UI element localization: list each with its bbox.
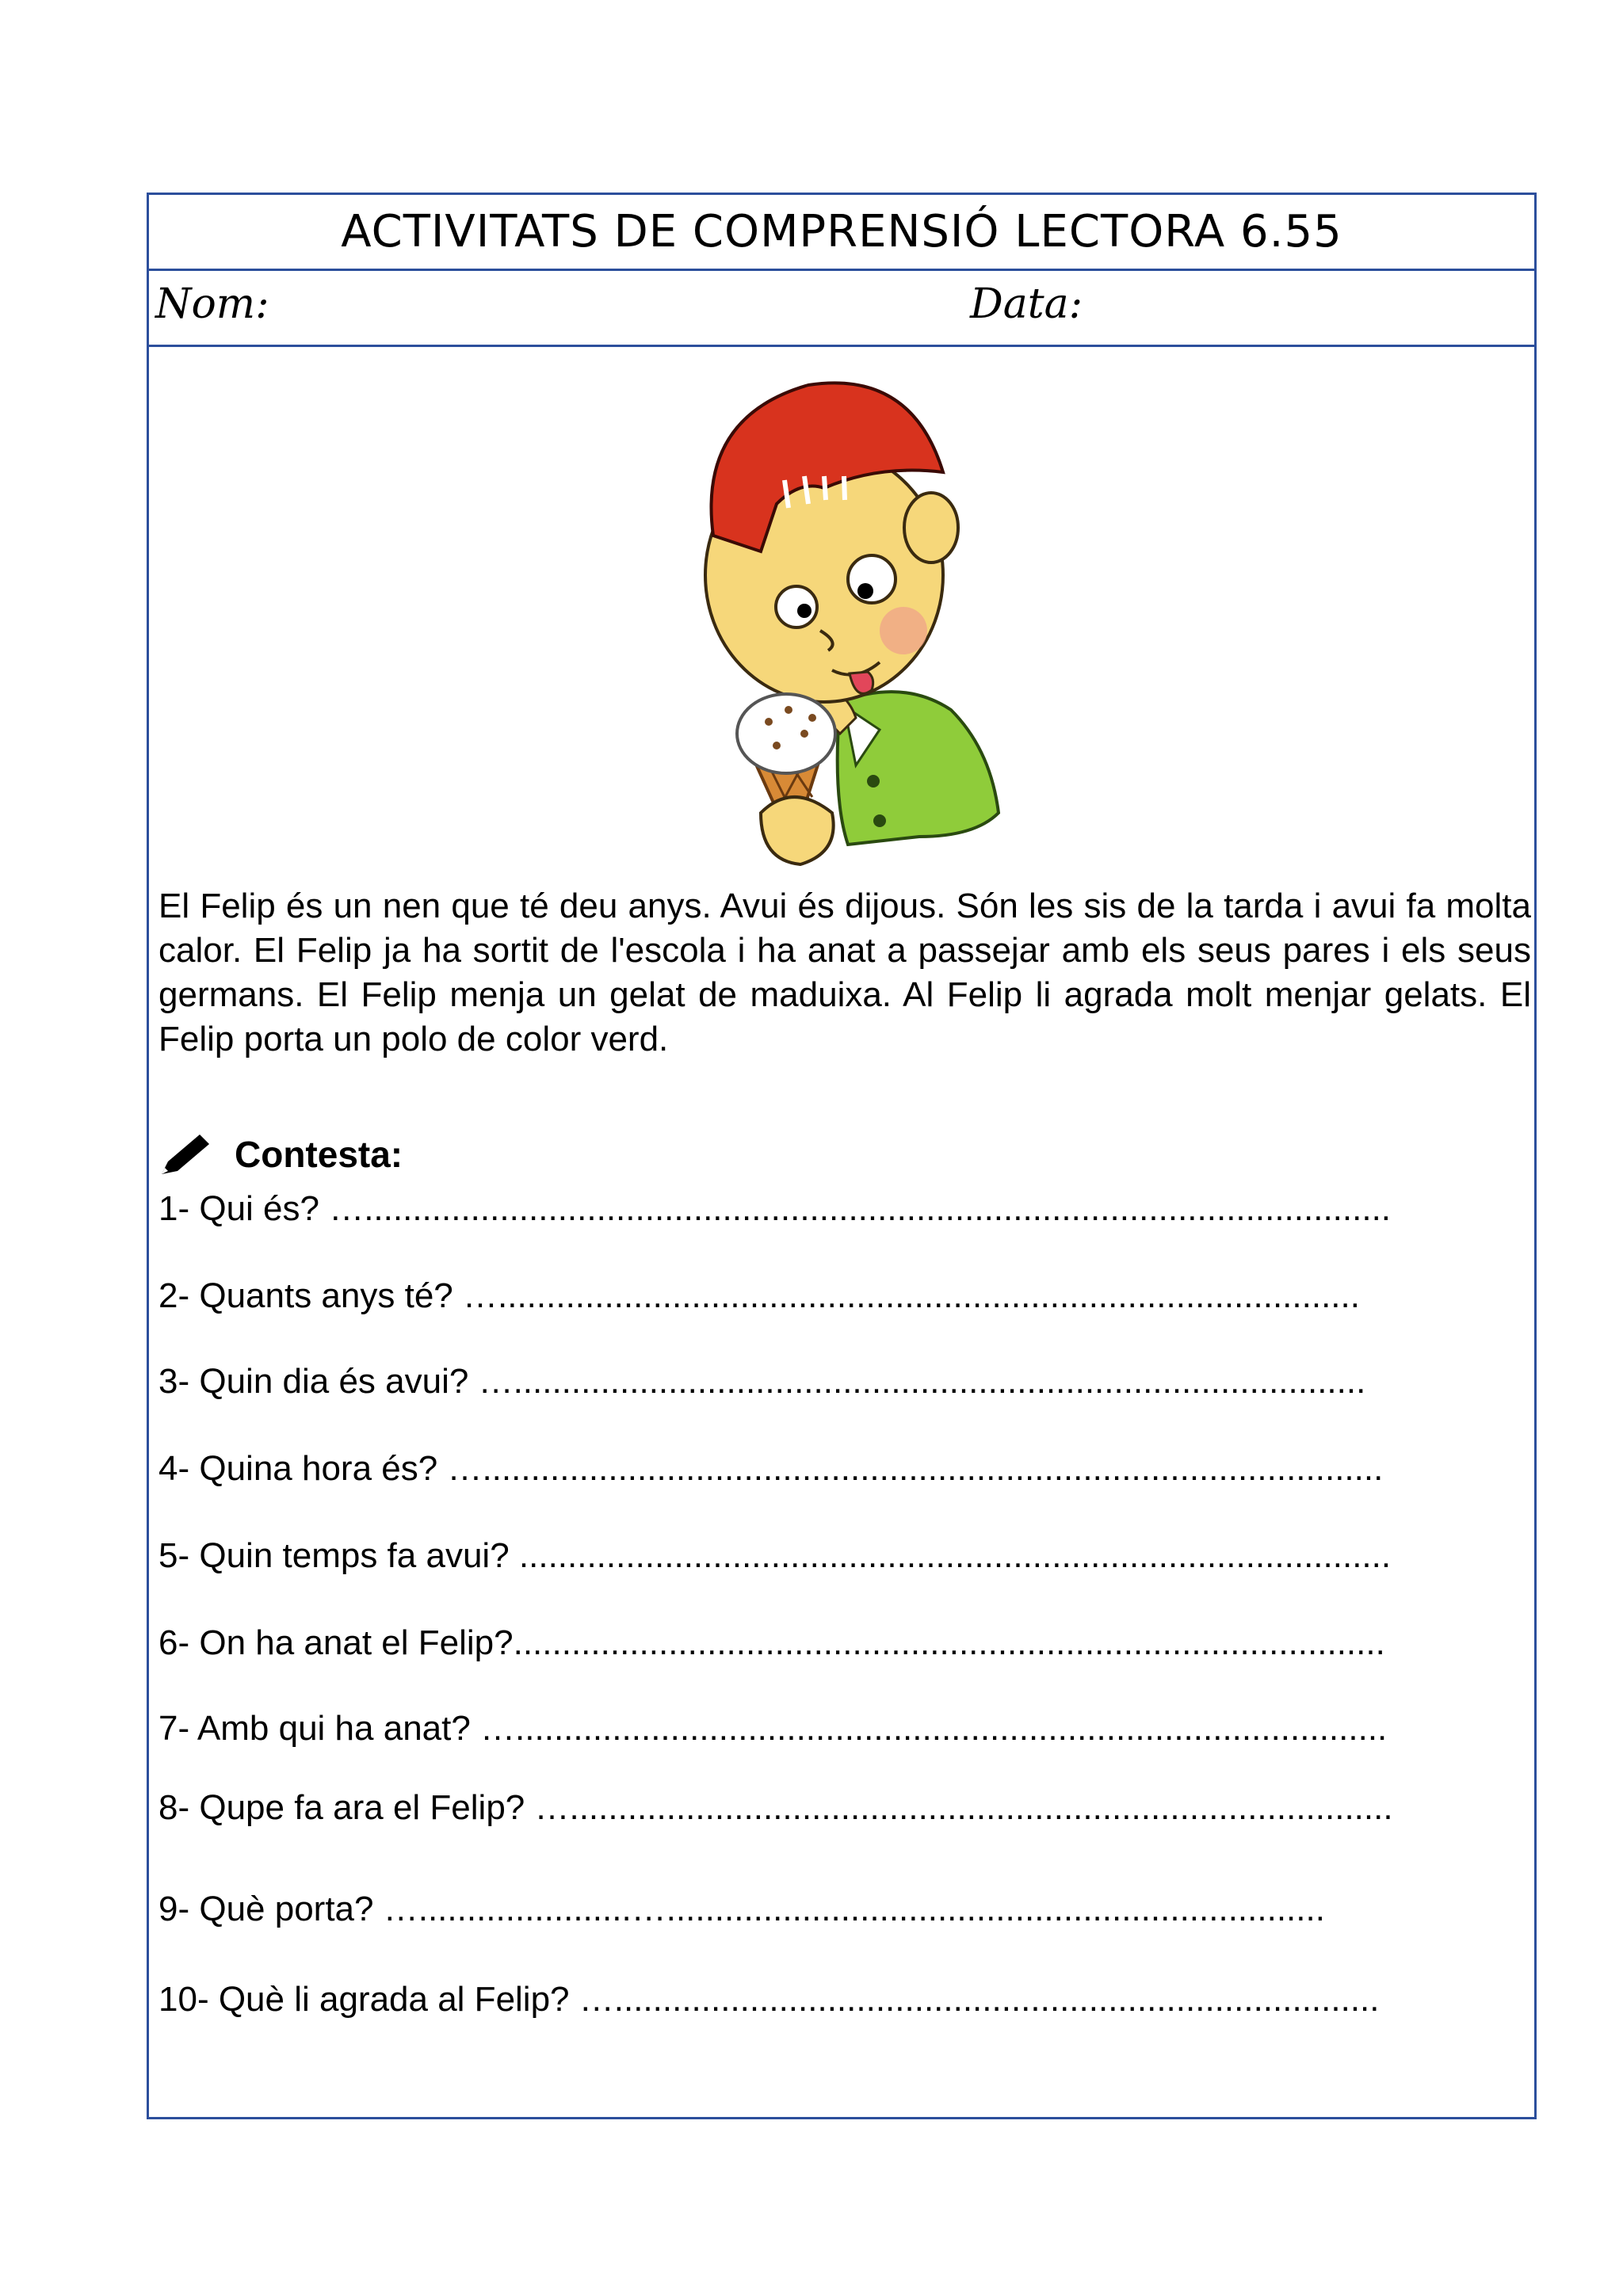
question-9: 9- Què porta? …......................….................................................................... <box>158 1890 1325 1928</box>
boy-eating-ice-cream-illustration <box>642 369 1006 868</box>
name-date-row <box>149 271 1534 347</box>
worksheet-title: ACTIVITATS DE COMPRENSIÓ LECTORA 6.55 <box>149 195 1534 271</box>
question-4: 4- Quina hora és? …............................................................................................. <box>158 1449 1384 1488</box>
contesta-label: Contesta: <box>235 1134 403 1175</box>
name-label: Nom: <box>155 280 269 328</box>
question-10: 10- Què li agrada al Felip? …............................................................................... <box>158 1980 1380 2019</box>
question-6: 6- On ha anat el Felip?.......................................................................................... <box>158 1623 1385 1662</box>
question-3: 3- Quin dia és avui? …........................................................................................ <box>158 1362 1366 1401</box>
pencil-icon <box>157 1130 214 1179</box>
question-5: 5- Quin temps fa avui? .......................................................................................... <box>158 1536 1392 1575</box>
question-8: 8- Qupe fa ara el Felip? …..................................................................................... <box>158 1788 1393 1827</box>
contesta-heading <box>157 1130 403 1179</box>
worksheet-frame <box>147 193 1537 2119</box>
question-1: 1- Qui és? ….......................................................................................................... <box>158 1189 1392 1228</box>
question-7: 7- Amb qui ha anat? ….......................................................................................... <box>158 1709 1388 1748</box>
date-label: Data: <box>970 280 1083 328</box>
question-2: 2- Quants anys té? …......................................................................................... <box>158 1276 1360 1315</box>
story-paragraph: El Felip és un nen que té deu anys. Avui és dijous. Són les sis de la tarda i avui fa molta calor. El Felip ja ha sortit de l'escola i ha anat a passejar amb els seus pares i els seus germans. El Felip menja un gelat de maduixa. Al Felip li agrada molt menjar gelats. El Felip porta un polo de color verd. <box>158 887 1531 1058</box>
